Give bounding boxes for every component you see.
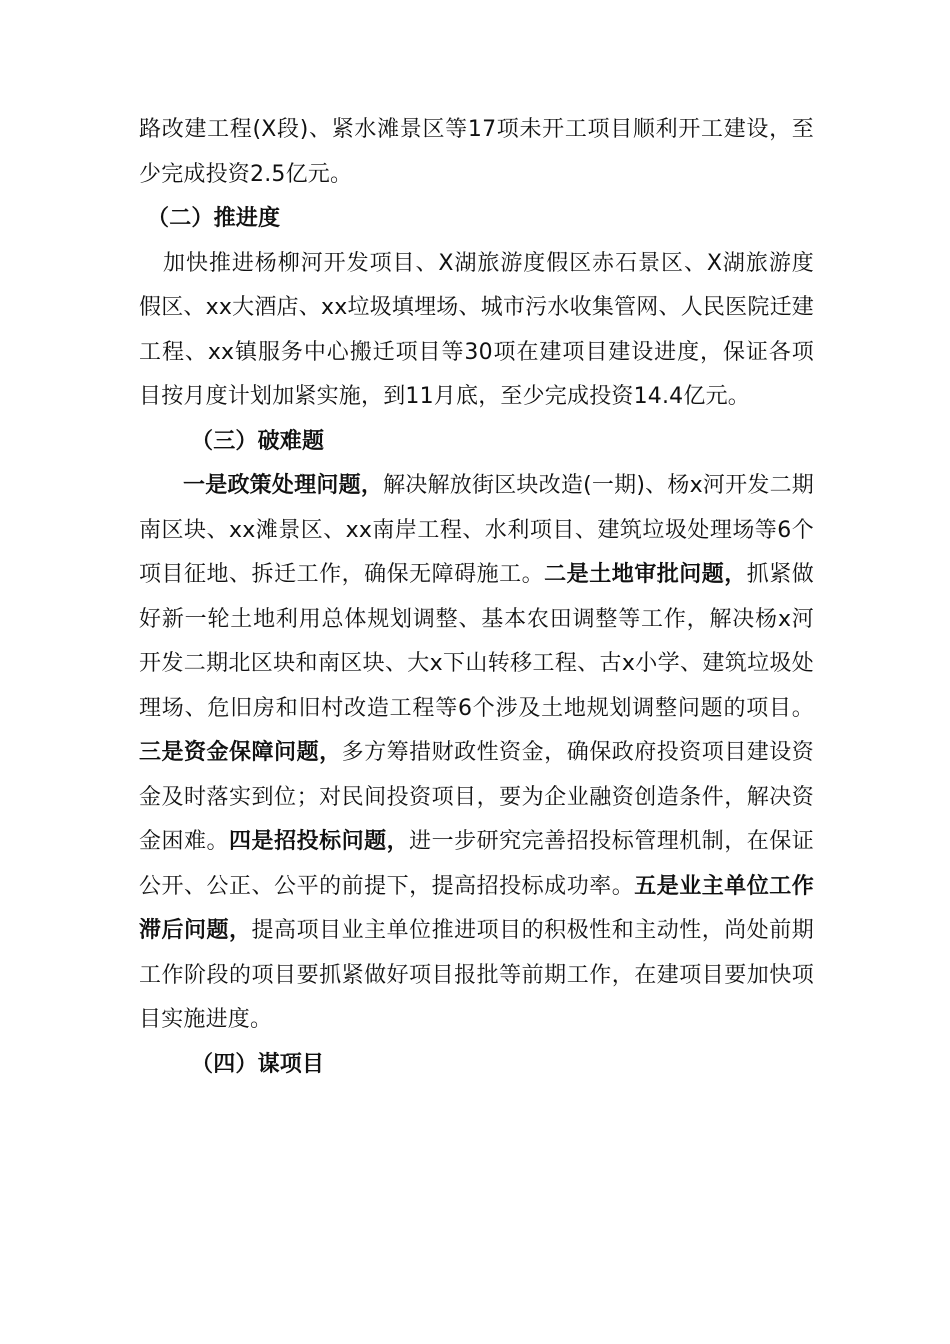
point-3-title: 三是资金保障问题，	[139, 740, 342, 765]
paragraph-continuation: 路改建工程(X段)、紧水滩景区等17项未开工项目顺利开工建设，至少完成投资2.5亿元。	[139, 117, 814, 187]
point-4-title: 四是招投标问题，	[229, 829, 410, 854]
paragraph-progress: 加快推进杨柳河开发项目、X湖旅游度假区赤石景区、X湖旅游度假区、xx大酒店、xx垃圾填埋场、城市污水收集管网、人民医院迁建工程、xx镇服务中心搬迁项目等30项在建项目建设进度，保证各项目按月度计划加紧实施，到11月底，至少完成投资14.4亿元。	[139, 250, 814, 409]
section-heading-4: （四）谋项目	[191, 1051, 325, 1077]
point-4-text: 进一步研究完善招投标管理机制，在保证公开、公正、公平的前提下，提高招投标成功率。	[139, 829, 814, 899]
point-5-title: 五是业主单位工作滞后问题，	[139, 873, 814, 943]
document-body	[139, 108, 814, 1087]
point-3-text: 多方筹措财政性资金，确保政府投资项目建设资金及时落实到位；对民间投资项目，要为企业融资创造条件，解决资金困难。	[139, 740, 814, 854]
point-1-title: 一是政策处理问题，	[183, 473, 384, 498]
paragraph-problems	[139, 464, 814, 1043]
section-heading-3: （三）破难题	[191, 428, 325, 454]
section-heading-2: （二）推进度	[147, 206, 281, 231]
point-2-title: 二是土地审批问题，	[544, 562, 747, 587]
point-2-text: 抓紧做好新一轮土地利用总体规划调整、基本农田调整等工作，解决杨x河开发二期北区块和南区块、大x下山转移工程、古x小学、建筑垃圾处理场、危旧房和旧村改造工程等6个涉及土地规划调整问题的项目。	[139, 562, 814, 721]
point-5-text: 提高项目业主单位推进项目的积极性和主动性，尚处前期工作阶段的项目要抓紧做好项目报批等前期工作，在建项目要加快项目实施进度。	[139, 918, 814, 1032]
point-1-text: 解决解放街区块改造(一期)、杨x河开发二期南区块、xx滩景区、xx南岸工程、水利项目、建筑垃圾处理场等6个项目征地、拆迁工作，确保无障碍施工。	[139, 473, 814, 587]
